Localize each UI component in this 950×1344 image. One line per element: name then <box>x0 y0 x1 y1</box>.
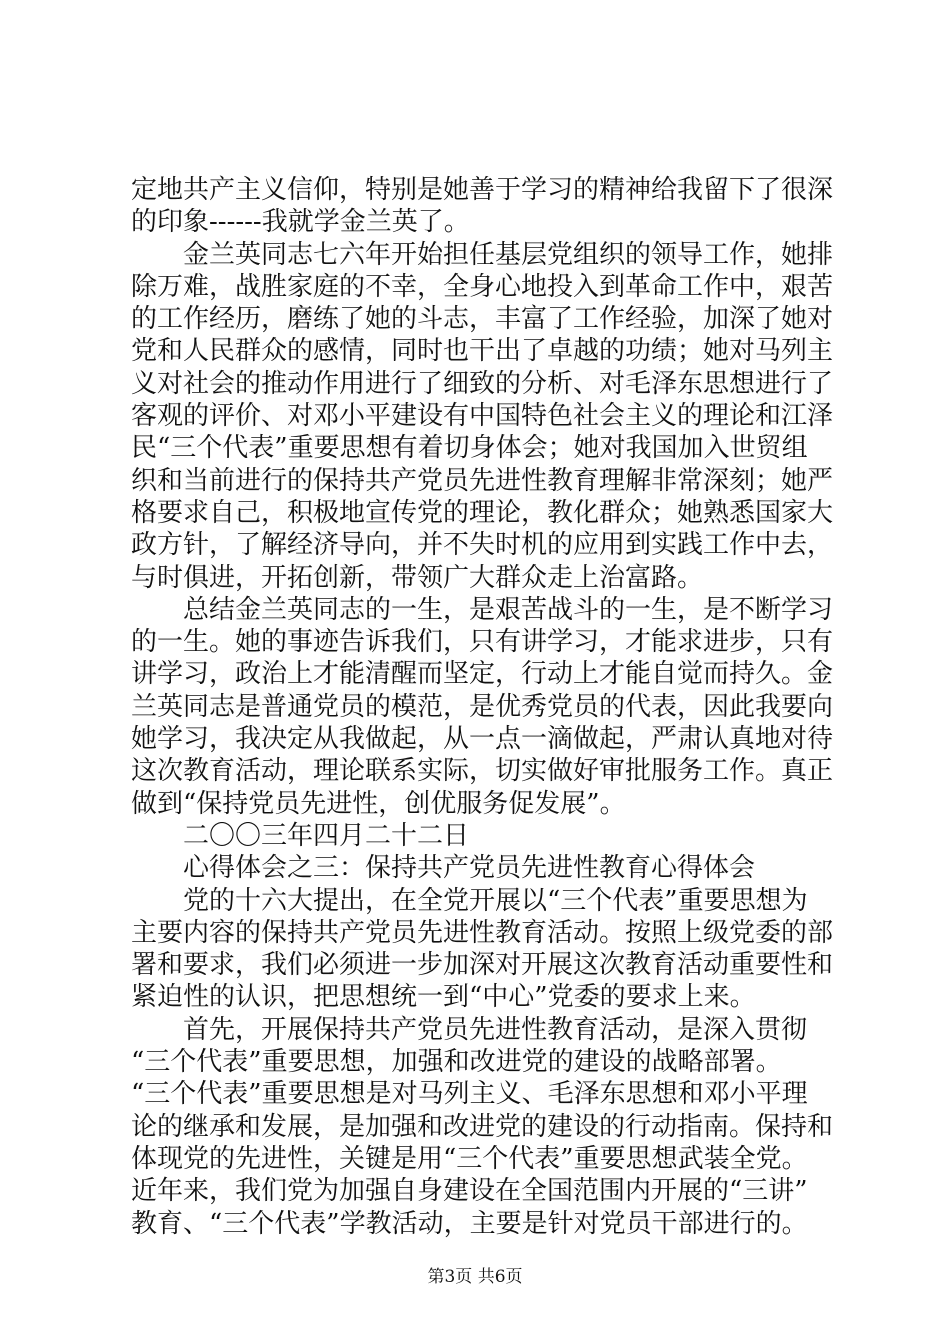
text-line: 首先，开展保持共产党员先进性教育活动，是深入贯彻 <box>183 1014 808 1045</box>
text-line: 教育、“三个代表”学教活动，主要是针对党员干部进行的。 <box>131 1208 808 1239</box>
text-line: 政方针，了解经济导向，并不失时机的应用到实践工作中去， <box>131 530 834 561</box>
text-line: 的印象------我就学金兰英了。 <box>131 207 470 238</box>
text-line: “三个代表”重要思想是对马列主义、毛泽东思想和邓小平理 <box>131 1079 808 1110</box>
text-line: 紧迫性的认识，把思想统一到“中心”党委的要求上来。 <box>131 982 756 1013</box>
text-line: 定地共产主义信仰，特别是她善于学习的精神给我留下了很深 <box>131 175 834 205</box>
text-line: 讲学习，政治上才能清醒而坚定，行动上才能自觉而持久。金 <box>131 659 834 690</box>
text-line: 义对社会的推动作用进行了细致的分析、对毛泽东思想进行了 <box>131 368 834 399</box>
text-line: 近年来，我们党为加强自身建设在全国范围内开展的“三讲” <box>131 1176 808 1207</box>
text-line: 客观的评价、对邓小平建设有中国特色社会主义的理论和江泽 <box>131 401 834 432</box>
text-line: 民“三个代表”重要思想有着切身体会；她对我国加入世贸组 <box>131 433 808 464</box>
text-line: 与时俱进，开拓创新，带领广大群众走上治富路。 <box>131 562 704 593</box>
text-line: 党和人民群众的感情，同时也干出了卓越的功绩；她对马列主 <box>131 336 834 367</box>
text-line: 总结金兰英同志的一生，是艰苦战斗的一生，是不断学习 <box>183 594 834 625</box>
text-line: 体现党的先进性，关键是用“三个代表”重要思想武装全党。 <box>131 1143 808 1174</box>
text-line: 除万难，战胜家庭的不幸，全身心地投入到革命工作中，艰苦 <box>131 271 834 302</box>
text-line: 金兰英同志七六年开始担任基层党组织的领导工作，她排 <box>183 239 834 270</box>
text-line: 做到“保持党员先进性，创优服务促发展”。 <box>131 788 626 819</box>
text-line: 格要求自己，积极地宣传党的理论，教化群众；她熟悉国家大 <box>131 497 834 528</box>
text-line: 织和当前进行的保持共产党员先进性教育理解非常深刻；她严 <box>131 465 834 496</box>
section-title: 心得体会之三：保持共产党员先进性教育心得体会 <box>183 853 756 884</box>
text-line: 她学习，我决定从我做起，从一点一滴做起，严肃认真地对待 <box>131 724 834 755</box>
text-line: 署和要求，我们必须进一步加深对开展这次教育活动重要性和 <box>131 950 834 981</box>
text-line: 主要内容的保持共产党员先进性教育活动。按照上级党委的部 <box>131 917 834 948</box>
text-line: 的工作经历，磨练了她的斗志，丰富了工作经验，加深了她对 <box>131 304 834 335</box>
text-line: 兰英同志是普通党员的模范，是优秀党员的代表，因此我要向 <box>131 691 834 722</box>
text-line: 论的继承和发展，是加强和改进党的建设的行动指南。保持和 <box>131 1111 834 1142</box>
text-line: 的一生。她的事迹告诉我们，只有讲学习，才能求进步，只有 <box>131 627 834 658</box>
page-number: 第3页 共6页 <box>427 1267 523 1287</box>
date-line: 二〇〇三年四月二十二日 <box>183 820 470 851</box>
text-line: “三个代表”重要思想，加强和改进党的建设的战略部署。 <box>131 1047 782 1078</box>
document-body <box>131 174 834 1240</box>
text-line: 这次教育活动，理论联系实际，切实做好审批服务工作。真正 <box>131 756 834 787</box>
text-line: 党的十六大提出，在全党开展以“三个代表”重要思想为 <box>183 885 808 916</box>
